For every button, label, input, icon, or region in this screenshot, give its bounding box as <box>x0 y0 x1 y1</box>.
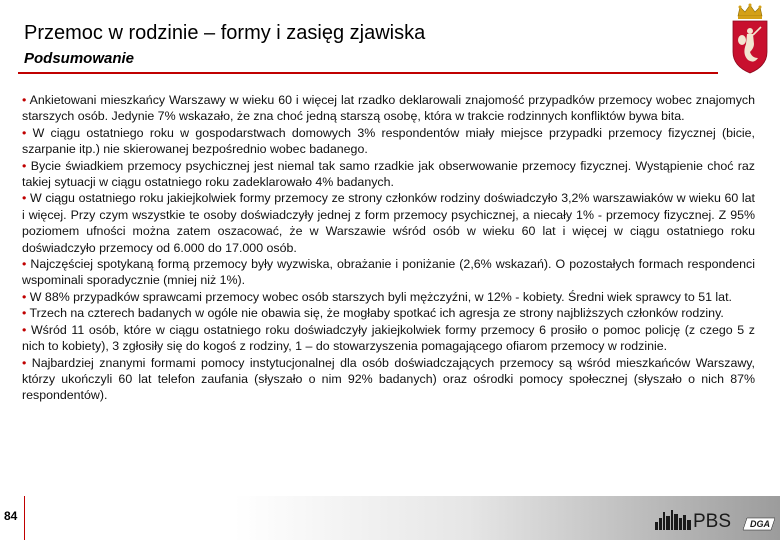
summary-paragraph <box>22 322 755 355</box>
summary-paragraph <box>22 355 755 404</box>
pbs-dga-logo <box>655 506 775 532</box>
pbs-logo-text: PBS <box>693 511 732 532</box>
paragraph-text: Najczęściej spotykaną formą przemocy były wyzwiska, obrażanie i poniżanie (2,6% wskazań). O pozostałych formach respondenci wspominali sporadycznie (mniej niż 1%). <box>22 257 755 288</box>
bullet-icon: • <box>22 93 27 107</box>
paragraph-text: W ciągu ostatniego roku w gospodarstwach domowych 3% respondentów miały miejsce przypadki przemocy fizycznej (bicie, szarpanie itp.) nie skierowanej bezpośrednio wobec badanego. <box>22 125 755 157</box>
bullet-icon: • <box>22 289 27 304</box>
summary-paragraph <box>22 305 755 321</box>
summary-paragraph <box>22 125 755 158</box>
bullet-icon: • <box>22 257 27 272</box>
bullet-icon: • <box>22 125 27 140</box>
summary-paragraph <box>22 92 755 125</box>
page-subtitle: Podsumowanie <box>24 50 135 67</box>
summary-text <box>22 92 755 404</box>
paragraph-text: W ciągu ostatniego roku jakiejkolwiek formy przemocy ze strony członków rodziny doświadczyło 3,2% warszawiaków w wieku 60 lat i więcej. Przy czym wszystkie te osoby doświadczyły jednej z form przemocy psychicznej, a niecały 1% - przemocy fizycznej. Z 95% poziomem ufności można zatem oszacować, że w Warszawie wśród osób w wieku 60 lat i więcej w ciągu ostatniego roku doświadczyło przemocy od 6.000 do 17.000 osób. <box>22 191 755 255</box>
paragraph-text: Wśród 11 osób, które w ciągu ostatniego roku doświadczyły jakiejkolwiek formy przemocy 6 prosiło o pomoc policję (z czego 5 z nich to kobiety), 3 zgłosiły się do kogoś z rodziny, 1 – do stowarzyszenia pomagającego ofiarom przemocy w rodzinie. <box>22 322 755 354</box>
bullet-icon: • <box>22 191 27 206</box>
page-number-box <box>0 496 25 540</box>
bullet-icon: • <box>22 158 27 173</box>
summary-paragraph <box>22 158 755 191</box>
bullet-icon: • <box>22 306 27 321</box>
warsaw-coat-of-arms-icon <box>728 2 772 74</box>
paragraph-text: W 88% przypadków sprawcami przemocy wobec osób starszych byli mężczyźni, w 12% - kobiety. Średni wiek sprawcy to 51 lat. <box>26 289 732 304</box>
dga-logo-text: DGA <box>750 519 770 529</box>
summary-paragraph <box>22 256 755 289</box>
paragraph-text: Trzech na czterech badanych w ogóle nie obawia się, że mogłaby spotkać ich agresja ze strony najbliższych członków rodziny. <box>26 306 724 321</box>
header-divider <box>18 72 718 74</box>
page-title: Przemoc w rodzinie – formy i zasięg zjawiska <box>24 22 426 44</box>
page-number: 84 <box>4 509 18 523</box>
bullet-icon: • <box>22 322 27 337</box>
paragraph-text: Ankietowani mieszkańcy Warszawy w wieku 60 i więcej lat rzadko deklarowali znajomość przypadków przemocy wobec znajomych starszych osób. Jedynie 7% wskazało, że zna choć jedną starszą osobę, która w trakcie rodzinnych konfliktów bywa bita. <box>22 93 755 124</box>
summary-paragraph <box>22 190 755 256</box>
paragraph-text: Najbardziej znanymi formami pomocy instytucjonalnej dla osób doświadczających przemocy są wśród mieszkańców Warszawy, którzy ukończyli 60 lat telefon zaufania (słyszało o nim 92% badanych) oraz ośrodki pomocy społecznej (słyszało o nich 87% respondentów). <box>22 355 755 403</box>
summary-paragraph <box>22 289 755 305</box>
bullet-icon: • <box>22 355 27 370</box>
paragraph-text: Bycie świadkiem przemocy psychicznej jest niemal tak samo rzadkie jak obserwowanie przemocy fizycznej. Wystąpienie choć raz takiej sytuacji w ciągu ostatniego roku zadeklarowało 4% badanych. <box>22 158 755 190</box>
